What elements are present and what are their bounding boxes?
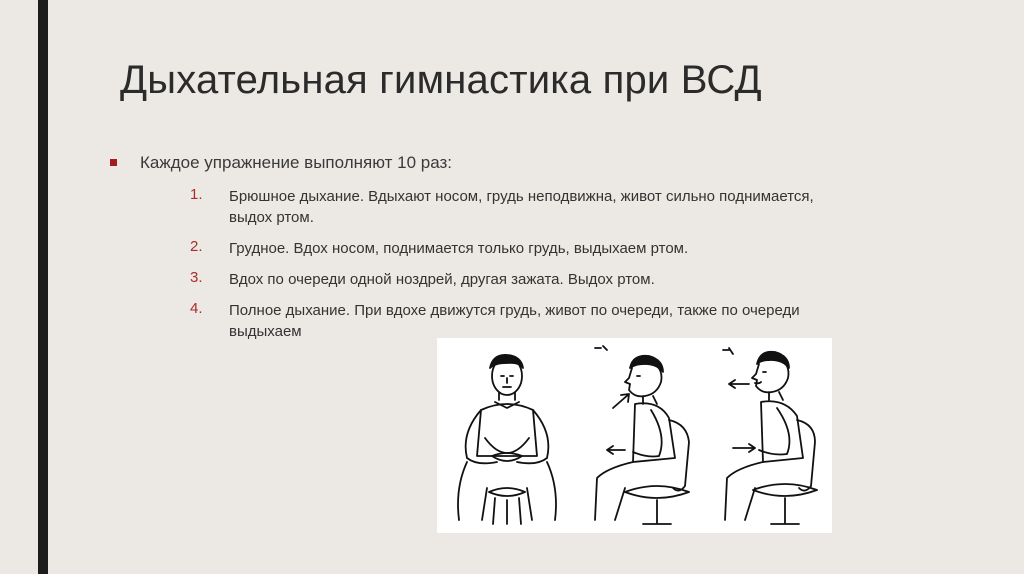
list-text: Брюшное дыхание. Вдыхают носом, грудь неподвижна, живот сильно поднимается, выдох ртом. xyxy=(229,188,814,226)
list-number: 2. xyxy=(190,238,203,255)
list-number: 3. xyxy=(190,269,203,286)
square-bullet-icon xyxy=(110,159,117,166)
list-item xyxy=(190,269,850,290)
slide-title: Дыхательная гимнастика при ВСД xyxy=(120,58,762,102)
exercise-list xyxy=(190,186,850,352)
seated-man-side-inhale-icon xyxy=(595,346,689,524)
list-text: Вдох по очереди одной ноздрей, другая зажата. Выдох ртом. xyxy=(229,271,655,288)
list-number: 1. xyxy=(190,186,203,203)
seated-man-side-exhale-icon xyxy=(723,348,817,524)
bullet-text: Каждое упражнение выполняют 10 раз: xyxy=(140,153,452,172)
left-accent-bar xyxy=(38,0,48,574)
list-item xyxy=(190,238,850,259)
list-item xyxy=(190,300,850,342)
list-text: Грудное. Вдох носом, поднимается только грудь, выдыхаем ртом. xyxy=(229,240,689,257)
list-text: Полное дыхание. При вдохе движутся грудь, живот по очереди, также по очереди выдыхаем xyxy=(229,302,800,340)
breathing-illustration xyxy=(437,338,832,533)
list-number: 4. xyxy=(190,300,203,317)
seated-man-front-icon xyxy=(458,355,556,524)
list-item xyxy=(190,186,850,228)
